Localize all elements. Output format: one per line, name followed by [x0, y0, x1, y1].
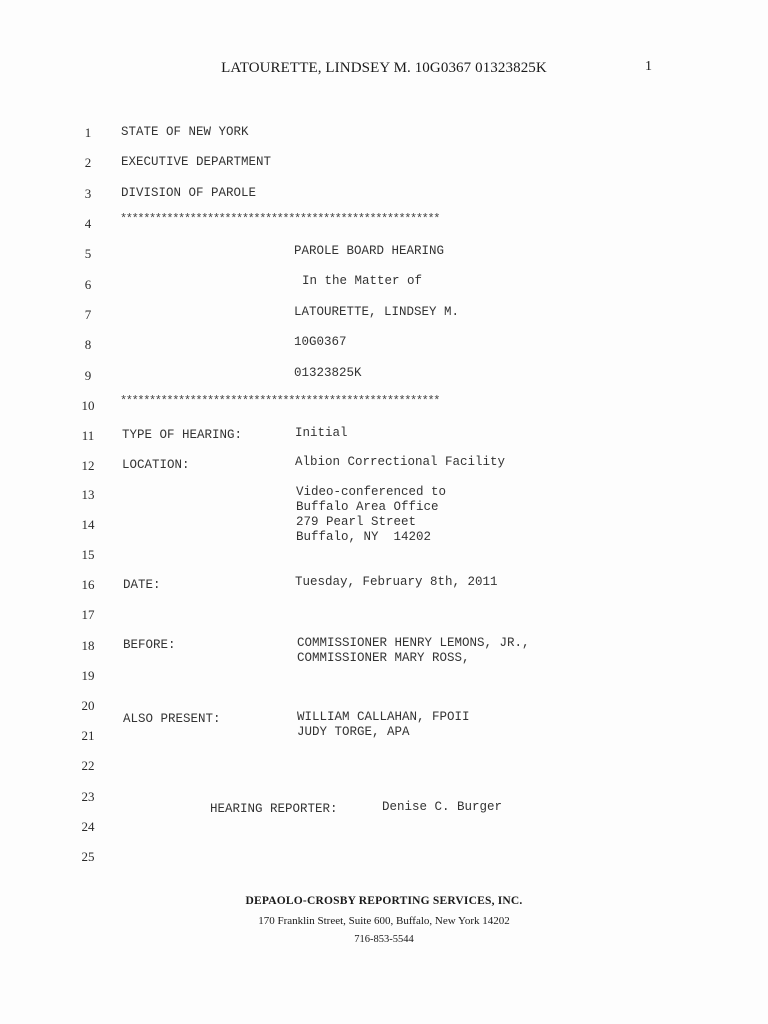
line-number-6: 6	[84, 277, 92, 292]
line-number-11: 11	[81, 428, 95, 443]
department-line: EXECUTIVE DEPARTMENT	[121, 155, 272, 169]
separator-bottom: *******************************************************	[120, 394, 440, 408]
line-number-9: 9	[84, 368, 92, 383]
hearing-reporter-label: HEARING REPORTER:	[210, 802, 338, 816]
matter-line: In the Matter of	[302, 274, 423, 288]
location-value: Albion Correctional Facility	[295, 455, 506, 469]
line-number-22: 22	[81, 758, 95, 773]
line-number-24: 24	[81, 819, 95, 834]
also-present-label: ALSO PRESENT:	[123, 712, 221, 726]
page-number: 1	[645, 59, 652, 74]
din-number: 10G0367	[294, 335, 347, 349]
footer-company: DEPAOLO-CROSBY REPORTING SERVICES, INC.	[245, 895, 523, 907]
line-number-8: 8	[84, 337, 92, 352]
location-label: LOCATION:	[122, 458, 190, 472]
line-number-13: 13	[81, 487, 95, 502]
inmate-name: LATOURETTE, LINDSEY M.	[294, 305, 460, 319]
date-label: DATE:	[123, 578, 161, 592]
line-number-21: 21	[81, 728, 95, 743]
hearing-title: PAROLE BOARD HEARING	[294, 244, 445, 258]
footer-address: 170 Franklin Street, Suite 600, Buffalo, New York 14202	[258, 915, 510, 927]
line-number-10: 10	[81, 398, 95, 413]
division-line: DIVISION OF PAROLE	[121, 186, 257, 200]
video-line-3: 279 Pearl Street	[296, 515, 417, 529]
line-number-2: 2	[84, 155, 92, 170]
line-number-18: 18	[81, 638, 95, 653]
before-label: BEFORE:	[123, 638, 176, 652]
video-line-2: Buffalo Area Office	[296, 500, 439, 514]
line-number-20: 20	[81, 698, 95, 713]
state-line: STATE OF NEW YORK	[121, 125, 249, 139]
line-number-25: 25	[81, 849, 95, 864]
line-number-4: 4	[84, 216, 92, 231]
footer-phone: 716-853-5544	[354, 934, 414, 945]
line-number-7: 7	[84, 307, 92, 322]
nysid-number: 01323825K	[294, 366, 362, 380]
separator-top: *******************************************************	[120, 212, 440, 226]
date-value: Tuesday, February 8th, 2011	[295, 575, 498, 589]
also-present-2: JUDY TORGE, APA	[297, 725, 410, 739]
hearing-reporter-name: Denise C. Burger	[382, 800, 503, 814]
line-number-17: 17	[81, 607, 95, 622]
line-number-5: 5	[84, 246, 92, 261]
hearing-type-value: Initial	[295, 426, 348, 440]
line-number-14: 14	[81, 517, 95, 532]
video-line-4: Buffalo, NY 14202	[296, 530, 432, 544]
line-number-19: 19	[81, 668, 95, 683]
line-number-12: 12	[81, 458, 95, 473]
line-number-15: 15	[81, 547, 95, 562]
before-commissioner-2: COMMISSIONER MARY ROSS,	[297, 651, 470, 665]
line-number-16: 16	[81, 577, 95, 592]
page-header-title: LATOURETTE, LINDSEY M. 10G0367 01323825K	[221, 60, 547, 76]
line-number-1: 1	[84, 125, 92, 140]
video-line-1: Video-conferenced to	[296, 485, 447, 499]
line-number-3: 3	[84, 186, 92, 201]
also-present-1: WILLIAM CALLAHAN, FPOII	[297, 710, 470, 724]
before-commissioner-1: COMMISSIONER HENRY LEMONS, JR.,	[297, 636, 530, 650]
line-number-23: 23	[81, 789, 95, 804]
hearing-type-label: TYPE OF HEARING:	[122, 428, 243, 442]
